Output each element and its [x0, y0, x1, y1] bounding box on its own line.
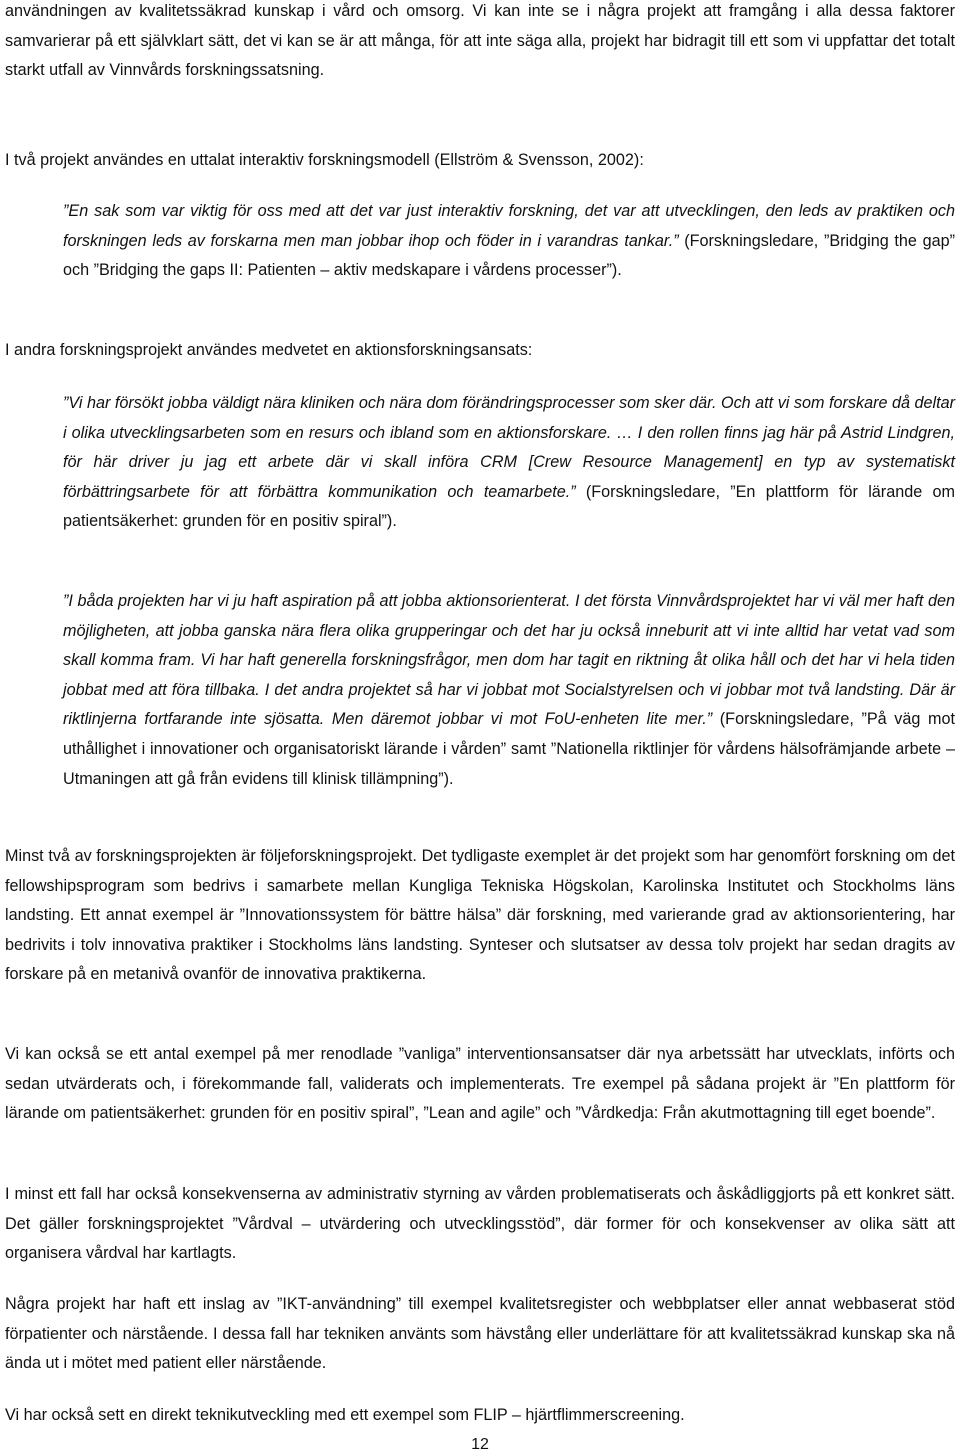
quote-reference: (Forskningsledare, ”En plattform för lärande om patientsäkerhet: grunden för en positiv spiral”). [63, 482, 955, 531]
quote-text: ”Vi har försökt jobba väldigt nära kliniken och nära dom förändringsprocesser som sker där. Och att vi som forskare då deltar i olika utvecklingsarbeten som en resurs och ibland som en aktionsforskare. … I den rollen finns jag här på Astrid Lindgren, för här driver ju jag ett arbete där vi skall införa CRM [Crew Resource Management] en typ av systematiskt förbättringsarbete för att förbättra kommunikation och teamarbete.” [63, 394, 955, 501]
page-number: 12 [471, 1436, 489, 1453]
quote-action-research [63, 389, 955, 537]
paragraph-administrative-steering: I minst ett fall har också konsekvenserna av administrativ styrning av vården problematiserats och åskådliggjorts på ett konkret sätt. Det gäller forskningsprojektet ”Vårdval – utvärdering och utvecklingsstöd”, där former för och konsekvenser av olika sätt att organisera vårdval har kartlagts. [5, 1185, 955, 1263]
paragraph-ikt: Några projekt har haft ett inslag av ”IKT-användning” till exempel kvalitetsregister och webbplatser eller annat webbaserat stöd förpatienter och närstående. I dessa fall har tekniken använts som hävstång eller underlättare för att kvalitetssäkrad kunskap ska nå ända ut i mötet med patient eller närstående. [5, 1295, 955, 1373]
quote-reference: (Forskningsledare, ”På väg mot uthållighet i innovationer och organisatoriskt lärande i vården” samt ”Nationella riktlinjer för vårdens hälsofrämjande arbete – Utmaningen att gå från evidens till klinisk tillämpning”). [63, 710, 955, 788]
paragraph-intervention: Vi kan också se ett antal exempel på mer renodlade ”vanliga” interventionsansatser där nya arbetssätt har utvecklats, införts och sedan utvärderats och, i förekommande fall, validerats och implementerats. Tre exempel på sådana projekt är ”En plattform för lärande om patientsäkerhet: grunden för en positiv spiral”, ”Lean and agile” och ”Vårdkedja: Från akutmottagning till eget boende”. [5, 1045, 955, 1123]
paragraph-follow-research: Minst två av forskningsprojekten är följeforskningsprojekt. Det tydligaste exemplet är det projekt som har genomfört forskning om det fellowshipsprogram som bedrivs i samarbete mellan Kungliga Tekniska Högskolan, Karolinska Institutet och Stockholms läns landsting. Ett annat exempel är ”Innovationssystem för bättre hälsa” där forskning, med varierande grad av aktionsorientering, har bedrivits i tolv innovativa praktiker i Stockholms läns landsting. Synteser och slutsatser av dessa tolv projekt har sedan dragits av forskare på en metanivå ovanför de innovativa praktikerna. [5, 847, 955, 984]
quote-reference: (Forskningsledare, ”Bridging the gap” och ”Bridging the gaps II: Patienten – aktiv medskapare i vårdens processer”). [63, 231, 955, 280]
quote-interactive-research [63, 197, 955, 286]
paragraph-action-research: I andra forskningsprojekt användes medvetet en aktionsforskningsansats: [5, 341, 533, 359]
paragraph-tech-development: Vi har också sett en direkt teknikutveckling med ett exempel som FLIP – hjärtflimmerscreening. [5, 1406, 685, 1424]
quote-action-oriented [63, 587, 955, 794]
paragraph-intro-continuation: användningen av kvalitetssäkrad kunskap i vård och omsorg. Vi kan inte se i några projekt att framgång i alla dessa faktorer samvarierar på ett självklart sätt, det vi kan se är att många, för att inte säga alla, projekt har bidragit till ett som vi uppfattar det totalt starkt utfall av Vinnvårds forskningssatsning. [5, 2, 955, 80]
paragraph-interactive-model: I två projekt användes en uttalat interaktiv forskningsmodell (Ellström & Svensson, 2002): [5, 151, 644, 169]
quote-text: ”En sak som var viktig för oss med att det var just interaktiv forskning, det var att utvecklingen, den leds av praktiken och forskningen leds av forskarna men man jobbar ihop och föder in i varandras tankar.” [63, 202, 955, 250]
quote-text: ”I båda projekten har vi ju haft aspiration på att jobba aktionsorienterat. I det första Vinnvårdsprojektet har vi väl mer haft den möjligheten, att jobba ganska nära flera olika grupperingar och det har ju också inneburit att vi inte alltid har vetat vad som skall komma fram. Vi har haft generella forskningsfrågor, men dom har tagit en riktning åt olika håll och det har vi hela tiden jobbat med att föra tillbaka. I det andra projektet så har vi jobbat mot Socialstyrelsen och vi jobbar mot två landsting. Där är riktlinjerna fortfarande inte sjösatta. Men däremot jobbar vi mot FoU-enheten lite mer.” [63, 592, 955, 729]
